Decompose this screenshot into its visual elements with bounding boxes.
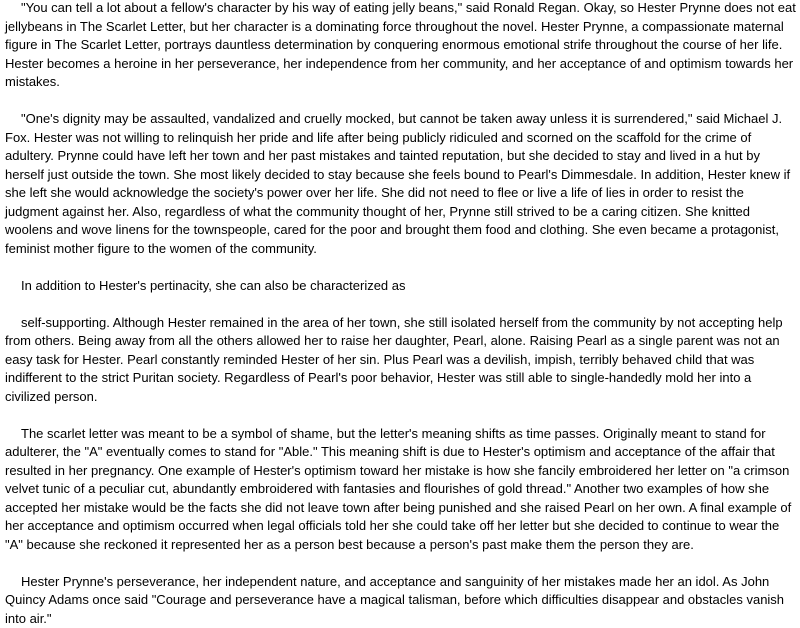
paragraph-conclusion: Hester Prynne's perseverance, her independent nature, and acceptance and sanguinity of her mistakes made her an idol. As John Quincy Adams once said "Courage and perseverance have a magical talisman, before which difficulties disappear and obstacles vanish into air." [5, 573, 800, 628]
paragraph-self-supporting: self-supporting. Although Hester remained in the area of her town, she still isolated herself from the community by not accepting help from others. Being away from all the others allowed her to raise her daughter, Pearl, alone. Raising Pearl as a single parent was not an easy task for Hester. Pearl constantly reminded Hester of her sin. Plus Pearl was a devilish, impish, terribly behaved child that was indifferent to the strict Puritan society. Regardless of Pearl's poor behavior, Hester was still able to single-handedly mold her into a civilized person. [5, 314, 800, 407]
paragraph-dignity: "One's dignity may be assaulted, vandalized and cruelly mocked, but cannot be taken away unless it is surrendered," said Michael J. Fox. Hester was not willing to relinquish her pride and life after being publicly ridiculed and scorned on the scaffold for the crime of adultery. Prynne could have left her town and her past mistakes and tainted reputation, but she decided to stay and lived in a hut by herself just outside the town. She most likely decided to stay because she feels bound to Pearl's Dimmesdale. In addition, Hester knew if she left she would acknowledge the society's power over her life. She did not need to flee or live a life of lies in order to resist the judgment against her. Also, regardless of what the community thought of her, Prynne still strived to be a caring citizen. She knitted woolens and wove linens for the townspeople, cared for the poor and brought them food and clothing. She even became a protagonist, feminist mother figure to the women of the community. [5, 110, 800, 258]
paragraph-pertinacity: In addition to Hester's pertinacity, she can also be characterized as [5, 277, 800, 296]
essay-body [5, 0, 800, 628]
paragraph-scarlet-letter: The scarlet letter was meant to be a symbol of shame, but the letter's meaning shifts as time passes. Originally meant to stand for adulterer, the "A" eventually comes to stand for "Able." This meaning shift is due to Hester's optimism and acceptance of the affair that resulted in her pregnancy. One example of Hester's optimism toward her mistake is how she fancily embroidered her letter on "a crimson velvet tunic of a peculiar cut, abundantly embroidered with fantasies and flourishes of gold thread." Another two examples of how she accepted her mistake would be the facts she did not leave town after being punished and she raised Pearl on her own. A final example of her acceptance and optimism occurred when legal officials told her she could take off her letter but she decided to continue to wear the "A" because she reckoned it represented her as a person best because a person's past make them the person they are. [5, 425, 800, 555]
paragraph-intro: "You can tell a lot about a fellow's character by his way of eating jelly beans," said Ronald Regan. Okay, so Hester Prynne does not eat jellybeans in The Scarlet Letter, but her character is a dominating force throughout the novel. Hester Prynne, a compassionate maternal figure in The Scarlet Letter, portrays dauntless determination by conquering enormous emotional strife throughout the course of her life. Hester becomes a heroine in her perseverance, her independence from her community, and her acceptance of and optimism towards her mistakes. [5, 0, 800, 92]
